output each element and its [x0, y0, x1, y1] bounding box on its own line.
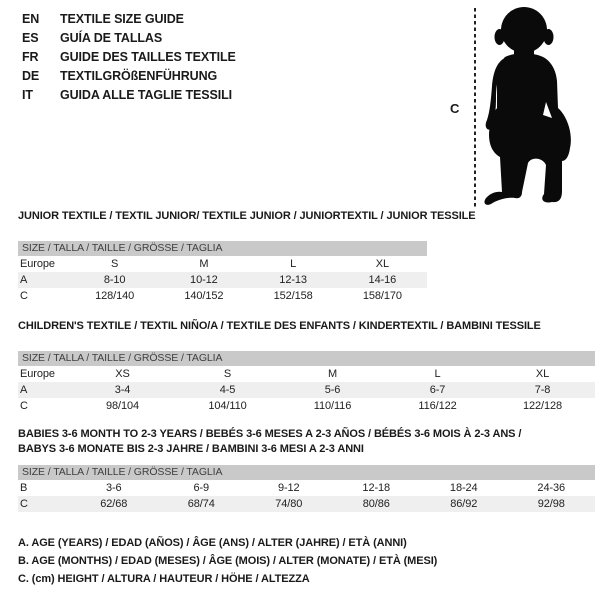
cell: 18-24	[449, 482, 478, 494]
cell: 62/68	[100, 498, 128, 510]
lang-title: TEXTILGRÖßENFÜHRUNG	[60, 69, 218, 83]
table-row	[18, 398, 595, 414]
row-label: A	[20, 274, 28, 286]
cell: 9-12	[277, 482, 300, 494]
cell: 92/98	[537, 498, 565, 510]
row-label: Europe	[20, 368, 55, 380]
cell: 116/122	[418, 400, 457, 412]
cell: 3-6	[105, 482, 122, 494]
table-row	[18, 288, 427, 304]
lang-title: TEXTILE SIZE GUIDE	[60, 12, 184, 26]
cell: L	[290, 258, 297, 270]
babies-section-heading	[18, 427, 521, 457]
lang-title: GUIDE DES TAILLES TEXTILE	[60, 50, 236, 64]
size-header-bar: SIZE / TALLA / TAILLE / GRÖSSE / TAGLIA	[18, 465, 595, 480]
table-row	[18, 382, 595, 398]
cell: S	[111, 258, 119, 270]
cell: XS	[115, 368, 130, 380]
cell: 86/92	[450, 498, 478, 510]
lang-code: FR	[22, 50, 39, 64]
cell: 12-18	[362, 482, 391, 494]
row-label: C	[20, 400, 28, 412]
cell: XL	[535, 368, 550, 380]
cell: 128/140	[95, 290, 135, 302]
cell: 8-10	[103, 274, 126, 286]
row-label: A	[20, 384, 28, 396]
cell: 3-4	[114, 384, 131, 396]
row-label: C	[20, 290, 28, 302]
lang-title: GUIDA ALLE TAGLIE TESSILI	[60, 88, 233, 102]
table-row	[18, 256, 427, 272]
cell: 5-6	[324, 384, 341, 396]
lang-row-en	[22, 10, 236, 29]
cell: 6-7	[429, 384, 446, 396]
size-header-bar: SIZE / TALLA / TAILLE / GRÖSSE / TAGLIA	[18, 241, 427, 256]
cell: 24-36	[537, 482, 566, 494]
cell: 74/80	[275, 498, 303, 510]
cell: 152/158	[273, 290, 313, 302]
babies-heading-line-2: BABYS 3-6 MONATE BIS 2-3 JAHRE / BAMBINI 3-6 MESI A 2-3 ANNI	[18, 443, 364, 455]
cell: 122/128	[522, 400, 563, 412]
cell: 104/110	[208, 400, 247, 412]
lang-row-de	[22, 67, 236, 86]
cell: XL	[375, 258, 389, 270]
row-label: C	[20, 498, 28, 510]
cell: M	[327, 368, 338, 380]
lang-code: ES	[22, 31, 39, 45]
lang-row-es	[22, 29, 236, 48]
cell: 7-8	[534, 384, 551, 396]
babies-size-table	[18, 465, 595, 512]
height-measure-dotted-line	[474, 8, 476, 207]
babies-heading-line-1: BABIES 3-6 MONTH TO 2-3 YEARS / BEBÉS 3-6 MESES A 2-3 AÑOS / BÉBÉS 3-6 MOIS À 2-3 ANS /	[18, 428, 522, 440]
row-label: Europe	[20, 258, 55, 270]
cell: S	[223, 368, 232, 380]
note-a: A. AGE (YEARS) / EDAD (AÑOS) / ÂGE (ANS) / ALTER (JAHRE) / ETÀ (ANNI)	[18, 537, 407, 549]
table-row	[18, 366, 595, 382]
height-measure-label: C	[450, 101, 460, 116]
size-header-bar: SIZE / TALLA / TAILLE / GRÖSSE / TAGLIA	[18, 351, 595, 366]
cell: M	[199, 258, 209, 270]
cell: 4-5	[219, 384, 236, 396]
toddler-silhouette-icon	[482, 5, 577, 211]
note-b: B. AGE (MONTHS) / EDAD (MESES) / ÂGE (MOIS) / ALTER (MONATE) / ETÀ (MESI)	[18, 555, 438, 567]
lang-title: GUÍA DE TALLAS	[60, 31, 163, 45]
junior-size-table	[18, 241, 427, 304]
table-row	[18, 272, 427, 288]
children-size-table	[18, 351, 595, 414]
table-row	[18, 496, 595, 512]
cell: 10-12	[190, 274, 218, 286]
lang-row-it	[22, 86, 236, 105]
language-title-list	[22, 10, 236, 105]
cell: 68/74	[187, 498, 215, 510]
cell: 98/104	[105, 400, 140, 412]
cell: 140/152	[184, 290, 224, 302]
lang-row-fr	[22, 48, 236, 67]
note-c: C. (cm) HEIGHT / ALTURA / HAUTEUR / HÖHE / ALTEZZA	[18, 573, 310, 585]
cell: 158/170	[362, 290, 402, 302]
legend-notes	[18, 534, 437, 588]
cell: 12-13	[279, 274, 307, 286]
cell: L	[434, 368, 441, 380]
lang-code: IT	[22, 88, 33, 102]
row-label: B	[20, 482, 28, 494]
cell: 6-9	[193, 482, 210, 494]
cell: 80/86	[362, 498, 390, 510]
cell: 110/116	[313, 400, 352, 412]
children-section-heading: CHILDREN'S TEXTILE / TEXTIL NIÑO/A / TEXTILE DES ENFANTS / KINDERTEXTIL / BAMBINI TESSILE	[18, 320, 541, 332]
cell: 14-16	[368, 274, 397, 286]
lang-code: EN	[22, 12, 40, 26]
table-row	[18, 480, 595, 496]
lang-code: DE	[22, 69, 40, 83]
junior-section-heading: JUNIOR TEXTILE / TEXTIL JUNIOR/ TEXTILE JUNIOR / JUNIORTEXTIL / JUNIOR TESSILE	[18, 210, 476, 222]
